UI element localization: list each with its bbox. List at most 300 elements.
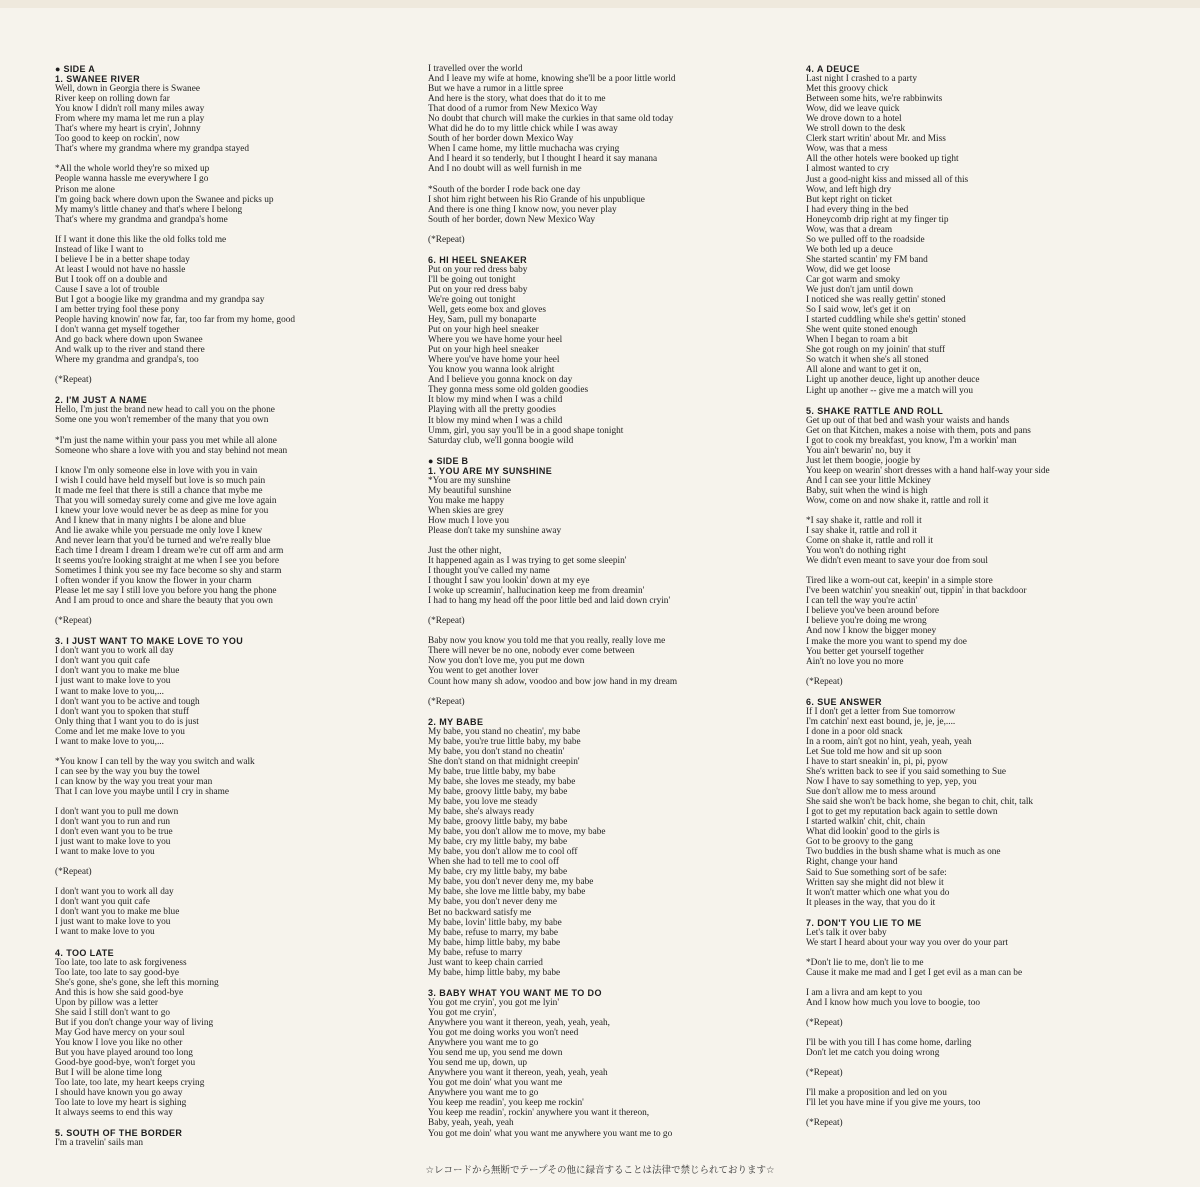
lyric-line: *Don't lie to me, don't lie to me [806, 957, 924, 968]
lyric-line: Where my grandma and grandpa's, too [55, 355, 199, 366]
lyric-line: My babe, groovy little baby, my babe [428, 786, 568, 797]
copyright-notice: ☆レコードから無断でテープその他に録音することは法律で禁じられております☆ [425, 1165, 775, 1176]
lyric-line: I don't wanna get myself together [55, 325, 180, 336]
stanza-gap [806, 1028, 1191, 1038]
lyric-line: I got to cook my breakfast, you know, I'm a workin' man [806, 435, 1017, 446]
lyric-line: But kept right on ticket [806, 194, 893, 205]
lyric-line: Just a good-night kiss and missed all of this [806, 174, 969, 185]
lyric-line: And I leave my wife at home, knowing she'll be a poor little world [428, 74, 676, 85]
lyric-line: I'm going back where down upon the Swanee and picks up [55, 194, 274, 205]
lyric-line: Last night I crashed to a party [806, 74, 918, 85]
lyric-line: Tired like a worn-out cat, keepin' in a simple store [806, 576, 993, 587]
lyric-line: I'm a travelin' sails man [55, 1138, 144, 1149]
song-title: 6. HI HEEL SNEAKER [428, 254, 528, 265]
lyric-line: You know I love you like no other [55, 1037, 183, 1048]
lyric-line: (*Repeat) [55, 375, 92, 386]
stanza-gap [428, 536, 788, 546]
lyric-line: It blow my mind when I was a child [428, 395, 563, 406]
stanza-gap [428, 245, 788, 255]
lyric-line: My babe, you don't never deny me [428, 897, 557, 908]
lyric-line: Wow, and left high dry [806, 184, 892, 195]
lyric-line: Come on shake it, rattle and roll it [806, 536, 934, 547]
lyric-line: And I heard it so tenderly, but I thought I heard it say manana [428, 154, 658, 165]
lyric-line: Some one you won't remember of the many that you own [55, 415, 269, 426]
lyrics-column-middle [428, 64, 788, 1139]
lyric-line: She said I still don't want to go [55, 1007, 171, 1018]
song-title: 1. YOU ARE MY SUNSHINE [428, 465, 553, 476]
stanza-gap [806, 1078, 1191, 1088]
lyric-line: Instead of like I want to [55, 244, 144, 255]
lyric-line: But I took off on a double and [55, 274, 168, 285]
lyric-line: You know you wanna look alright [428, 365, 555, 376]
lyric-line: I'll make a proposition and led on you [806, 1088, 947, 1099]
lyric-line: All alone and want to get it on, [806, 365, 922, 376]
lyric-line: My babe, himp little baby, my babe [428, 937, 561, 948]
lyric-line: There will never be no one, nobody ever come between [428, 646, 635, 657]
lyric-line: Please don't take my sunshine away [428, 525, 562, 536]
lyric-line: Playing with all the pretty goodies [428, 405, 556, 416]
stanza-gap [806, 566, 1191, 576]
lyric-line: When I began to roam a bit [806, 335, 908, 346]
lyric-line: I don't want you to make me blue [55, 907, 180, 918]
lyric-line: But I got a boogie like my grandma and my grandpa say [55, 294, 265, 305]
lyric-line: Baby, suit when the wind is high [806, 485, 928, 496]
lyric-line: She started scantin' my FM band [806, 254, 928, 265]
stanza-gap [55, 877, 400, 887]
stanza-gap [55, 154, 400, 164]
stanza-gap [806, 908, 1191, 918]
lyric-line: When skies are grey [428, 505, 504, 516]
lyric-line: And this is how she said good-bye [55, 987, 184, 998]
lyric-line: I want to make love to you,... [55, 736, 164, 747]
lyric-line: But we have a rumor in a little spree [428, 84, 564, 95]
stanza-gap [55, 385, 400, 395]
lyric-line: I want to make love to you [55, 847, 155, 858]
lyric-line: (*Repeat) [55, 867, 92, 878]
lyric-line: You send me up, down, up [428, 1058, 528, 1069]
lyric-line: South of her border down Mexico Way [428, 134, 574, 145]
stanza-gap [806, 667, 1191, 677]
stanza-gap [428, 446, 788, 456]
lyric-line: You send me up, you send me down [428, 1048, 563, 1059]
lyric-line: My babe, she loves me steady, my babe [428, 776, 576, 787]
lyric-line: May God have mercy on your soul [55, 1027, 185, 1038]
lyric-line: Wow, was that a mess [806, 144, 888, 155]
stanza-gap [55, 606, 400, 616]
lyric-line: It made me feel that there is still a chance that mybe me [55, 485, 263, 496]
lyric-line: I don't want you to work all day [55, 646, 174, 657]
lyric-line: Too late to love my heart is sighing [55, 1098, 187, 1109]
lyric-line: She's gone, she's gone, she left this morning [55, 977, 219, 988]
lyric-line: Bet no backward satisfy me [428, 907, 532, 918]
lyric-line: River keep on rolling down far [55, 94, 170, 105]
lyric-line: South of her border, down New Mexico Way [428, 214, 596, 225]
lyric-line: (*Repeat) [55, 616, 92, 627]
lyric-line: I can know by the way you treat your man [55, 776, 213, 787]
lyric-line: And lie awake while you persuade me only love I knew [55, 525, 263, 536]
lyric-line: I am a livra and am kept to you [806, 987, 923, 998]
lyric-line: *You are my sunshine [428, 475, 511, 486]
lyric-line: And walk up to the river and stand there [55, 345, 205, 356]
lyric-line: If I want it done this like the old folks told me [55, 234, 227, 245]
lyric-line: Met this groovy chick [806, 84, 888, 95]
lyric-line: So we pulled off to the roadside [806, 234, 925, 245]
lyric-line: Got to be groovy to the gang [806, 837, 913, 848]
lyric-line: And go back where down upon Swanee [55, 335, 203, 346]
lyric-line: My babe, she's always ready [428, 807, 535, 818]
lyric-line: You went to get another lover [428, 666, 539, 677]
lyric-line: If I don't get a letter from Sue tomorrow [806, 706, 956, 717]
lyric-line: Wow, did we get loose [806, 264, 891, 275]
song-title: 4. A DEUCE [806, 64, 860, 74]
lyric-line: My babe, you don't allow me to move, my babe [428, 827, 606, 838]
lyric-line: Too late, too late to say good-bye [55, 967, 180, 978]
song-title: 5. SHAKE RATTLE AND ROLL [806, 405, 944, 416]
lyric-line: In a room, ain't got no hint, yeah, yeah, yeah [806, 736, 972, 747]
lyric-line: Wow, come on and now shake it, rattle and roll it [806, 495, 989, 506]
lyric-line: (*Repeat) [806, 1068, 843, 1079]
lyric-line: You better get yourself together [806, 646, 924, 657]
lyric-line: My beautiful sunshine [428, 485, 512, 496]
lyric-line: I almost wanted to cry [806, 164, 890, 175]
lyric-line: Baby now you know you told me that you really, really love me [428, 636, 666, 647]
lyric-line: Hey, Sam, pull my bonaparte [428, 315, 537, 326]
lyrics-column-right [806, 64, 1191, 1128]
lyric-line: I don't want you to work all day [55, 887, 174, 898]
lyric-line: I have to start sneakin' in, pi, pi, pyow [806, 757, 948, 767]
lyric-line: *I say shake it, rattle and roll it [806, 516, 922, 527]
lyric-line: I knew your love would never be as deep as mine for you [55, 505, 269, 516]
lyric-line: *South of the border I rode back one day [428, 184, 581, 195]
lyric-line: I just want to make love to you [55, 917, 171, 928]
lyric-line: You keep me readin', rockin' anywhere you want it thereon, [428, 1108, 650, 1119]
lyric-line: You ain't bewarin' no, buy it [806, 445, 911, 456]
lyric-line: (*Repeat) [806, 1118, 843, 1129]
lyric-line: You got me doin' what you want me [428, 1078, 563, 1089]
lyric-line: That's where my grandma where my grandpa stayed [55, 144, 249, 155]
lyric-line: I can tell the way you're actin' [806, 596, 918, 607]
lyric-line: When I came home, my little muchacha was crying [428, 144, 620, 155]
lyric-line: I say shake it, rattle and roll it [806, 526, 918, 537]
lyric-line: *All the whole world they're so mixed up [55, 164, 210, 175]
lyric-line: Each time I dream I dream I dream we're cut off arm and arm [55, 545, 284, 556]
lyric-line: I'm catchin' next east bound, je, je, je,.... [806, 716, 956, 727]
lyric-line: I can see by the way you buy the towel [55, 766, 200, 777]
stanza-gap [55, 626, 400, 636]
side-heading: ● SIDE A [55, 64, 96, 74]
lyric-line: You know I didn't roll many miles away [55, 104, 205, 115]
song-title: 5. SOUTH OF THE BORDER [55, 1128, 183, 1139]
stanza-gap [55, 747, 400, 757]
stanza-gap [806, 396, 1191, 406]
lyric-line: I don't want you quit cafe [55, 656, 150, 667]
lyric-line: I'll be with you till I has come home, darling [806, 1038, 972, 1049]
stanza-gap [806, 1108, 1191, 1118]
stanza-gap [55, 426, 400, 436]
lyric-line: And here is the story, what does that do it to me [428, 94, 606, 105]
lyric-line: At least I would not have no hassle [55, 264, 186, 275]
lyric-line: I don't want you to pull me down [55, 807, 179, 817]
lyrics-column-left [55, 64, 400, 1148]
lyric-line: It blow my mind when I was a child [428, 415, 563, 426]
lyric-line: My babe, true little baby, my babe [428, 766, 556, 777]
lyric-line: I'll be going out tonight [428, 274, 516, 285]
lyric-line: Put on your high heel sneaker [428, 325, 539, 336]
lyric-line: Wow, was that a dream [806, 224, 893, 235]
lyric-line: I believe I be in a better shape today [55, 254, 190, 265]
song-title: 4. TOO LATE [55, 947, 115, 958]
lyric-line: I just want to make love to you [55, 837, 171, 848]
lyric-line: So watch it when she's all stoned [806, 355, 929, 366]
lyric-line: I don't want you quit cafe [55, 897, 150, 908]
lyric-line: My babe, lovin' little baby, my babe [428, 917, 562, 928]
stanza-gap [806, 978, 1191, 988]
lyric-line: It won't matter which one what you do [806, 887, 950, 898]
lyric-line: And I knew that in many nights I be alone and blue [55, 515, 246, 526]
lyric-line: Where you we have home your heel [428, 335, 563, 346]
lyric-line: Prison me alone [55, 184, 115, 195]
lyric-line: Ain't no love you no more [806, 656, 904, 667]
lyric-line: Put on your high heel sneaker [428, 345, 539, 356]
lyric-line: She's written back to see if you said something to Sue [806, 767, 1006, 778]
lyric-line: That you will someday surely come and give me love again [55, 495, 277, 506]
lyric-line: Now you don't love me, you put me down [428, 656, 585, 667]
lyric-line: You got me cryin', you got me lyin' [428, 997, 560, 1008]
stanza-gap [55, 365, 400, 375]
lyric-line: We both led up a deuce [806, 244, 893, 255]
lyric-line: My babe, she love me little baby, my babe [428, 887, 586, 898]
song-title: 7. DON'T YOU LIE TO ME [806, 917, 922, 928]
stanza-gap [55, 1118, 400, 1128]
lyric-line: (*Repeat) [806, 1018, 843, 1029]
lyric-line: You won't do nothing right [806, 546, 906, 557]
lyric-line: Clerk start writin' about Mr. and Miss [806, 134, 946, 145]
lyric-line: It seems you're looking straight at me when I see you before [55, 556, 279, 567]
lyric-line: I've been watchin' you sneakin' out, tippin' in that backdoor [806, 586, 1027, 597]
lyric-line: Don't let me catch you doing wrong [806, 1048, 940, 1059]
lyric-line: That I can love you maybe until I cry in shame [55, 786, 230, 797]
lyric-line: I woke up screamin', hallucination keep me from dreamin' [428, 586, 645, 597]
lyric-line: I noticed she was really gettin' stoned [806, 295, 946, 306]
lyric-line: My babe, cry my little baby, my babe [428, 837, 568, 848]
lyric-line: I don't want you to be active and tough [55, 696, 200, 707]
lyric-line: I wish I could have held myself but love is so much pain [55, 475, 266, 486]
lyric-line: People having knowin' now far, far, too far from my home, good [55, 315, 296, 326]
song-title: 3. BABY WHAT YOU WANT ME TO DO [428, 987, 602, 998]
lyric-line: I just want to make love to you [55, 676, 171, 687]
lyric-line: (*Repeat) [428, 234, 465, 245]
lyric-line: Written say she might did not blew it [806, 877, 944, 888]
lyric-line: I thought you've called my name [428, 566, 550, 577]
lyric-line: Put on your red dress baby [428, 264, 528, 275]
lyric-line: I know I'm only someone else in love with you in vain [55, 465, 258, 476]
lyric-line: Hello, I'm just the brand new head to call you on the phone [55, 405, 275, 416]
lyric-line: Sue don't allow me to mess around [806, 787, 936, 798]
stanza-gap [806, 687, 1191, 697]
lyric-line: We just don't jam until down [806, 285, 914, 296]
stanza-gap [55, 857, 400, 867]
lyric-line: I'll let you have mine if you give me yours, too [806, 1098, 981, 1109]
lyric-line: Anywhere you want it thereon, yeah, yeah, yeah [428, 1068, 608, 1079]
lyric-line: Get up out of that bed and wash your waists and hands [806, 415, 1010, 426]
stanza-gap [806, 1008, 1191, 1018]
lyric-line: Come and let me make love to you [55, 726, 185, 737]
lyric-line: (*Repeat) [806, 676, 843, 687]
lyric-line: We drove down to a hotel [806, 114, 902, 125]
lyric-line: And there is one thing I know now, you never play [428, 204, 617, 215]
lyric-line: Just want to keep chain carried [428, 957, 543, 968]
lyric-line: Someone who share a love with you and stay behind not mean [55, 445, 288, 456]
lyric-line: My babe, groovy little baby, my babe [428, 817, 568, 828]
lyric-line: I travelled over the world [428, 64, 523, 74]
lyric-line: I don't want you to spoken that stuff [55, 706, 189, 717]
lyric-line: My babe, you don't never deny me, my babe [428, 877, 594, 888]
lyric-line: I started walkin' chit, chit, chain [806, 817, 926, 828]
stanza-gap [428, 687, 788, 697]
side-heading: ● SIDE B [428, 455, 469, 466]
lyric-line: (*Repeat) [428, 616, 465, 627]
lyric-line: Too late, too late, my heart keeps crying [55, 1078, 205, 1089]
stanza-gap [55, 938, 400, 948]
lyric-line: Anywhere you want me to go [428, 1088, 539, 1099]
lyric-line: I should have known you go away [55, 1088, 183, 1099]
lyric-line: But I will be alone time long [55, 1068, 162, 1079]
lyric-line: Honeycomb drip right at my finger tip [806, 214, 949, 225]
song-title: 1. SWANEE RIVER [55, 74, 141, 85]
lyric-line: (*Repeat) [428, 696, 465, 707]
lyric-line: You make me happy [428, 495, 505, 506]
lyric-line: You got me doin' what you want me anywhere you want me to go [428, 1128, 673, 1139]
stanza-gap [428, 175, 788, 185]
lyric-line: Well, down in Georgia there is Swanee [55, 84, 200, 95]
lyric-line: Just let them boogie, joogie by [806, 455, 921, 466]
lyric-line: We're going out tonight [428, 294, 516, 305]
lyric-line: *You know I can tell by the way you switch and walk [55, 756, 255, 767]
lyric-line: Between some hits, we're rabbinwits [806, 94, 943, 105]
lyric-line: We start I heard about your way you over do your part [806, 937, 1008, 948]
lyric-line: She got rough on my joinin' that stuff [806, 345, 946, 356]
lyric-line: Said to Sue something sort of be safe: [806, 867, 947, 878]
lyric-line: *I'm just the name within your pass you met while all alone [55, 435, 277, 446]
lyric-line: My babe, you love me steady [428, 797, 538, 807]
lyric-line: I thought I saw you lookin' down at my eye [428, 576, 590, 587]
lyric-line: Cause I save a lot of trouble [55, 284, 160, 295]
song-title: 3. I JUST WANT TO MAKE LOVE TO YOU [55, 636, 244, 647]
lyric-line: When she had to tell me to cool off [428, 857, 559, 868]
lyric-line: I done in a poor old snack [806, 726, 903, 737]
lyric-line: Let Sue told me how and sit up soon [806, 746, 942, 757]
top-edge [0, 0, 1200, 8]
stanza-gap [428, 225, 788, 235]
lyric-line: Sometimes I think you see my face become so shy and starm [55, 566, 282, 577]
stanza-gap [428, 707, 788, 717]
lyric-line: Anywhere you want me to go [428, 1038, 539, 1049]
lyric-line: Light up another -- give me a match will you [806, 385, 974, 396]
lyric-line: It always seems to end this way [55, 1108, 173, 1119]
lyric-line: But if you don't change your way of living [55, 1017, 214, 1028]
lyric-line: Just the other night, [428, 546, 502, 557]
lyric-line: I had every thing in the bed [806, 204, 909, 215]
lyric-line: And I can see your little Mckiney [806, 475, 931, 486]
lyric-line: That dood of a rumor from New Mexico Way [428, 104, 598, 115]
lyric-line: My babe, cry my little baby, my babe [428, 867, 568, 878]
lyric-line: Count how many sh adow, voodoo and bow jow hand in my dream [428, 676, 678, 687]
lyric-line: But you have played around too long [55, 1047, 193, 1058]
lyric-line: I believe you're doing me wrong [806, 616, 927, 627]
lyric-line: Two buddies in the bush shame what is much as one [806, 847, 1001, 858]
lyric-line: And now I know the bigger money [806, 626, 937, 637]
lyric-line: I started cuddling while she's gettin' stoned [806, 315, 966, 326]
lyric-line: Too good to keep on rockin', now [55, 134, 180, 145]
lyric-line: My babe, you don't stand no cheatin' [428, 746, 565, 757]
lyric-line: People wanna hassle me everywhere I go [55, 174, 209, 185]
lyric-line: Light up another deuce, light up another deuce [806, 375, 980, 386]
stanza-gap [55, 225, 400, 235]
lyric-line: I don't even want you to be true [55, 827, 173, 838]
lyric-line: She don't stand on that midnight creepin' [428, 756, 580, 767]
lyric-line: We stroll down to the desk [806, 124, 906, 135]
lyric-line: I often wonder if you know the flower in your charm [55, 576, 252, 587]
lyric-line: Let's talk it over baby [806, 927, 887, 938]
song-title: 2. I'M JUST A NAME [55, 395, 148, 406]
lyric-line: My mamy's little chaney and that's where I belong [55, 204, 243, 215]
lyric-line: They gonna mess some old golden goodies [428, 385, 589, 396]
lyric-line: And I believe you gonna knock on day [428, 375, 573, 386]
lyric-line: That's where my heart is cryin', Johnny [55, 124, 201, 135]
lyric-line: I believe you've been around before [806, 606, 940, 617]
lyric-line: She went quite stoned enough [806, 325, 918, 336]
lyric-line: I want to make love to you,... [55, 686, 164, 697]
lyric-line: All the other hotels were booked up tight [806, 154, 959, 165]
lyric-line: Baby, yeah, yeah, yeah [428, 1118, 514, 1129]
lyric-line: My babe, you stand no cheatin', my babe [428, 726, 581, 737]
lyric-line: I don't want you to make me blue [55, 666, 180, 677]
lyric-line: I am better trying fool these pony [55, 305, 180, 316]
lyric-line: Only thing that I want you to do is just [55, 716, 199, 727]
song-title: 6. SUE ANSWER [806, 696, 882, 707]
stanza-gap [428, 606, 788, 616]
lyric-line: I got to get my reputation back again to settle down [806, 807, 998, 818]
lyric-line: So I said wow, let's get it on [806, 305, 911, 316]
lyric-line: From where my mama let me run a play [55, 114, 205, 125]
lyric-line: And I know how much you love to boogie, too [806, 997, 981, 1008]
lyric-line: Too late, too late to ask forgiveness [55, 957, 187, 968]
stanza-gap [806, 506, 1191, 516]
song-title: 2. MY BABE [428, 716, 484, 727]
stanza-gap [55, 797, 400, 807]
lyric-line: I don't want you to run and run [55, 817, 171, 828]
lyric-line: It happened again as I was trying to get some sleepin' [428, 556, 627, 567]
lyric-line: You keep on wearin' short dresses with a hand half-way your side [806, 465, 1050, 476]
lyric-line: No doubt that church will make the curkies in that same old today [428, 114, 674, 125]
lyric-line: I make the more you want to spend my doe [806, 636, 967, 647]
lyric-line: I shot him right between his Rio Grande of his unpublique [428, 194, 645, 205]
lyric-line: I had to hang my head off the poor little bed and laid down cryin' [428, 596, 671, 607]
lyric-line: What did lookin' good to the girls is [806, 827, 940, 838]
lyric-line: Please let me say I still love you before you hang the phone [55, 586, 277, 597]
lyric-line: Car got warm and smoky [806, 274, 900, 285]
lyric-line: My babe, you're true little baby, my babe [428, 736, 581, 747]
lyric-line: Anywhere you want it thereon, yeah, yeah, yeah, [428, 1017, 610, 1028]
lyric-line: You got me doing works you won't need [428, 1028, 579, 1039]
lyric-line: My babe, you don't allow me to cool off [428, 847, 578, 858]
lyric-line: My babe, himp little baby, my babe [428, 967, 561, 978]
lyric-line: My babe, refuse to marry [428, 947, 523, 958]
lyric-line: And never learn that you'd be turned and we're really blue [55, 535, 271, 546]
lyric-line: Right, change your hand [806, 857, 898, 868]
lyric-line: I want to make love to you [55, 927, 155, 938]
lyric-line: Put on your red dress baby [428, 284, 528, 295]
